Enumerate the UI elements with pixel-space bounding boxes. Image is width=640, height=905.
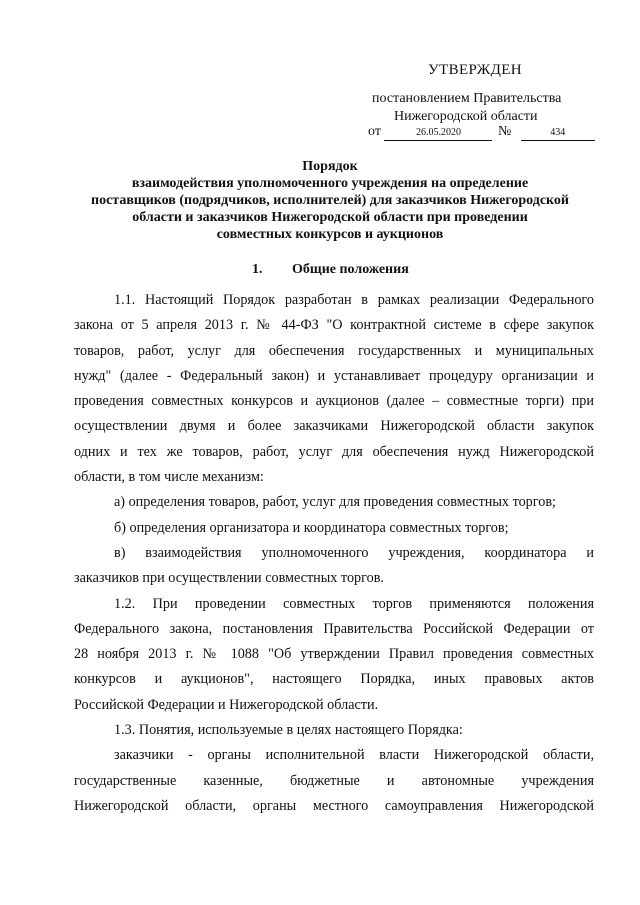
body-line: одних и тех же товаров, работ, услуг для обеспечения нужд Нижегородской <box>74 443 594 460</box>
body-line: товаров, работ, услуг для обеспечения государственных и муниципальных <box>74 342 594 359</box>
body-line: Нижегородской области, органы местного самоуправления Нижегородской <box>74 797 594 814</box>
body-line: 28 ноября 2013 г. № 1088 "Об утверждении Правил проведения совместных <box>74 646 594 663</box>
body-line: 1.2. При проведении совместных торгов применяются положения <box>114 595 594 612</box>
title-line: области и заказчиков Нижегородской области при проведении <box>132 210 528 225</box>
section-title: Общие положения <box>292 262 409 277</box>
body-line: проведения совместных конкурсов и аукционов (далее – совместные торги) при <box>74 393 594 410</box>
body-line: Федерального закона, постановления Правительства Российской Федерации от <box>74 620 594 637</box>
body-line: области, в том числе механизм: <box>74 469 264 486</box>
document-title <box>70 158 590 243</box>
title-line: поставщиков (подрядчиков, исполнителей) для заказчиков Нижегородской <box>91 193 569 208</box>
approval-line-1: постановлением Правительства <box>372 91 562 106</box>
approval-number: 434 <box>521 126 595 141</box>
body-line: государственные казенные, бюджетные и автономные учреждения <box>74 772 594 789</box>
approval-block <box>0 0 640 140</box>
approval-line-2: Нижегородской области <box>394 109 538 124</box>
body-line: Российской Федерации и Нижегородской области. <box>74 696 379 713</box>
body-line: б) определения организатора и координатора совместных торгов; <box>114 519 509 536</box>
body-line: нужд" (далее - Федеральный закон) и устанавливает процедуру организации и <box>74 367 594 384</box>
from-label: от <box>368 124 381 139</box>
body-line: заказчиков при осуществлении совместных торгов. <box>74 570 384 587</box>
title-line: Порядок <box>302 159 358 174</box>
title-line: взаимодействия уполномоченного учреждения на определение <box>131 176 529 191</box>
body-line: конкурсов и аукционов", настоящего Порядка, иных правовых актов <box>74 671 594 688</box>
approval-date-number-row <box>368 124 595 141</box>
body-line: закона от 5 апреля 2013 г. № 44-ФЗ "О контрактной системе в сфере закупок <box>74 317 594 334</box>
body-line: осуществлении двумя и более заказчиками Нижегородской области закупок <box>74 418 594 435</box>
body-line: заказчики - органы исполнительной власти Нижегородской области, <box>114 747 594 764</box>
body-line: 1.3. Понятия, используемые в целях настоящего Порядка: <box>114 722 463 739</box>
approval-title: УТВЕРЖДЕН <box>428 62 523 78</box>
title-line: совместных конкурсов и аукционов <box>216 227 444 242</box>
section-number: 1. <box>252 262 263 277</box>
body-line: в) взаимодействия уполномоченного учреждения, координатора и <box>114 544 594 561</box>
approval-date: 26.05.2020 <box>384 126 492 141</box>
body-line: 1.1. Настоящий Порядок разработан в рамках реализации Федерального <box>114 292 594 308</box>
document-body <box>74 288 594 819</box>
number-sign: № <box>497 124 512 139</box>
body-line: а) определения товаров, работ, услуг для проведения совместных торгов; <box>114 494 556 511</box>
